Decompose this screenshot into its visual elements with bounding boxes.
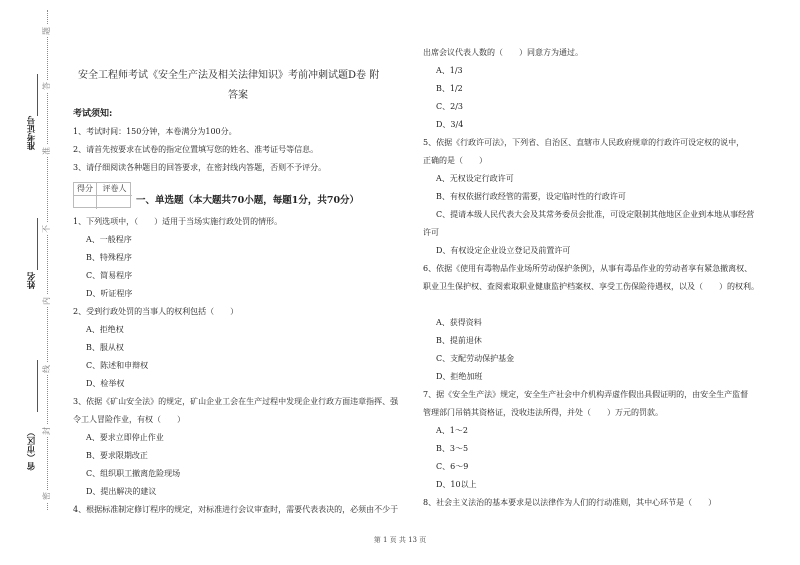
- option: A、要求立即停止作业: [86, 433, 164, 442]
- question-stem: 1、下列选项中，（ ）适用于当场实施行政处罚的情形。: [73, 217, 283, 226]
- option: C、提请本级人民代表大会及其常务委员会批准，可设定限制其他地区企业到本地从事经营: [436, 210, 755, 219]
- seal-label: 封: [42, 427, 51, 435]
- question-stem: 管理部门吊销其资格证，没收违法所得，并处（ ）万元的罚款。: [423, 408, 663, 417]
- page-footer: 第 1 页 共 13 页: [373, 536, 427, 544]
- question-stem: 5、依据《行政许可法》，下列省、自治区、直辖市人民政府规章的行政许可设定权的说中，: [423, 138, 745, 147]
- notice-item: 3、请仔细阅读各种题目的回答要求，在密封线内答题，否则不予评分。: [73, 163, 327, 172]
- question-stem: 令工人冒险作业，有权（ ）: [73, 415, 185, 424]
- option: D、检举权: [86, 379, 125, 388]
- option: D、听证程序: [86, 289, 133, 298]
- option: C、2/3: [436, 102, 463, 111]
- option: A、1/3: [436, 66, 463, 75]
- score-box: [73, 182, 131, 208]
- notice-heading: 考试须知:: [73, 109, 113, 119]
- option: C、支配劳动保护基金: [436, 354, 515, 363]
- document-title: [78, 66, 398, 106]
- seal-label: 内: [42, 297, 51, 305]
- seal-label: 不: [42, 225, 51, 233]
- option: A、1～2: [436, 426, 468, 435]
- option: D、10以上: [436, 480, 477, 489]
- notice-item: 2、请首先按要求在试卷的指定位置填写您的姓名、准考证号等信息。: [73, 145, 319, 154]
- title-line-1: 安全工程师考试《安全生产法及相关法律知识》考前冲刺试题D卷 附: [78, 70, 380, 81]
- question-stem: 职业卫生保护权、查阅索取职业健康监护档案权、享受工伤保险待遇权，以及（ ）的权利。: [423, 282, 759, 291]
- option: C、陈述和申辩权: [86, 361, 149, 370]
- province-label: 省（市区）: [27, 428, 37, 471]
- notice-item: 1、考试时间：150分钟，本卷满分为100分。: [73, 127, 237, 136]
- section-heading: 一、单选题（本大题共70小题，每题1分，共70分）: [136, 195, 360, 206]
- seal-label: 线: [42, 365, 51, 373]
- option: C、6～9: [436, 462, 469, 471]
- seal-label: 准: [42, 147, 51, 155]
- exam-id-label: 准考证号: [27, 116, 37, 150]
- option: A、获得资料: [436, 318, 482, 327]
- question-stem: 4、根据标准制定修订程序的规定，对标准进行会议审查时，需要代表表决的，必须由不少于: [73, 505, 399, 514]
- title-line-2: 答案: [228, 90, 248, 101]
- option: B、提前退休: [436, 336, 482, 345]
- option: C、简易程序: [86, 271, 133, 280]
- name-fill-line[interactable]: [37, 218, 38, 270]
- question-stem: 3、依据《矿山安全法》的规定，矿山企业工会在生产过程中发现企业行政方面违章指挥、强: [73, 397, 399, 406]
- option: B、1/2: [436, 84, 463, 93]
- question-stem: 6、依据《使用有毒物品作业场所劳动保护条例》，从事有毒品作业的劳动者享有紧急撤离权、: [423, 264, 753, 273]
- question-stem: 8、社会主义法治的基本要求是以法律作为人们的行动准则，其中心环节是（ ）: [423, 498, 717, 507]
- province-fill-line[interactable]: [37, 360, 38, 412]
- option: C、组织职工撤离危险现场: [86, 469, 181, 478]
- option: B、3～5: [436, 444, 469, 453]
- option: B、特殊程序: [86, 253, 132, 262]
- option: A、无权设定行政许可: [436, 174, 514, 183]
- option-continued: 许可: [423, 228, 439, 237]
- question-stem: 2、受到行政处罚的当事人的权利包括（ ）: [73, 307, 239, 316]
- score-cell[interactable]: [74, 196, 97, 209]
- option: A、一般程序: [86, 235, 132, 244]
- seal-label: 题: [42, 27, 51, 35]
- option: D、提出解决的建议: [86, 487, 157, 496]
- grader-cell[interactable]: [97, 196, 132, 209]
- option: B、服从权: [86, 343, 124, 352]
- question-stem: 7、据《安全生产法》规定，安全生产社会中介机构弄虚作假出具假证明的，由安全生产监督: [423, 390, 749, 399]
- seal-label: 答: [42, 82, 51, 90]
- option: B、有权依据行政经管的需要，设定临时性的行政许可: [436, 192, 626, 201]
- option: D、3/4: [436, 120, 464, 129]
- seal-label: 密: [42, 492, 51, 500]
- option: B、要求限期改正: [86, 451, 148, 460]
- name-label: 姓名: [27, 272, 37, 289]
- score-header: 得分: [74, 183, 97, 196]
- option: A、拒绝权: [86, 325, 124, 334]
- option: D、有权设定企业设立登记及前置许可: [436, 246, 571, 255]
- exam-id-fill-line[interactable]: [37, 74, 38, 116]
- option: D、拒绝加班: [436, 372, 483, 381]
- grader-header: 评卷人: [97, 183, 132, 196]
- question-stem: 出席会议代表人数的（ ）同意方为通过。: [423, 48, 583, 57]
- question-stem: 正确的是（ ）: [423, 156, 487, 165]
